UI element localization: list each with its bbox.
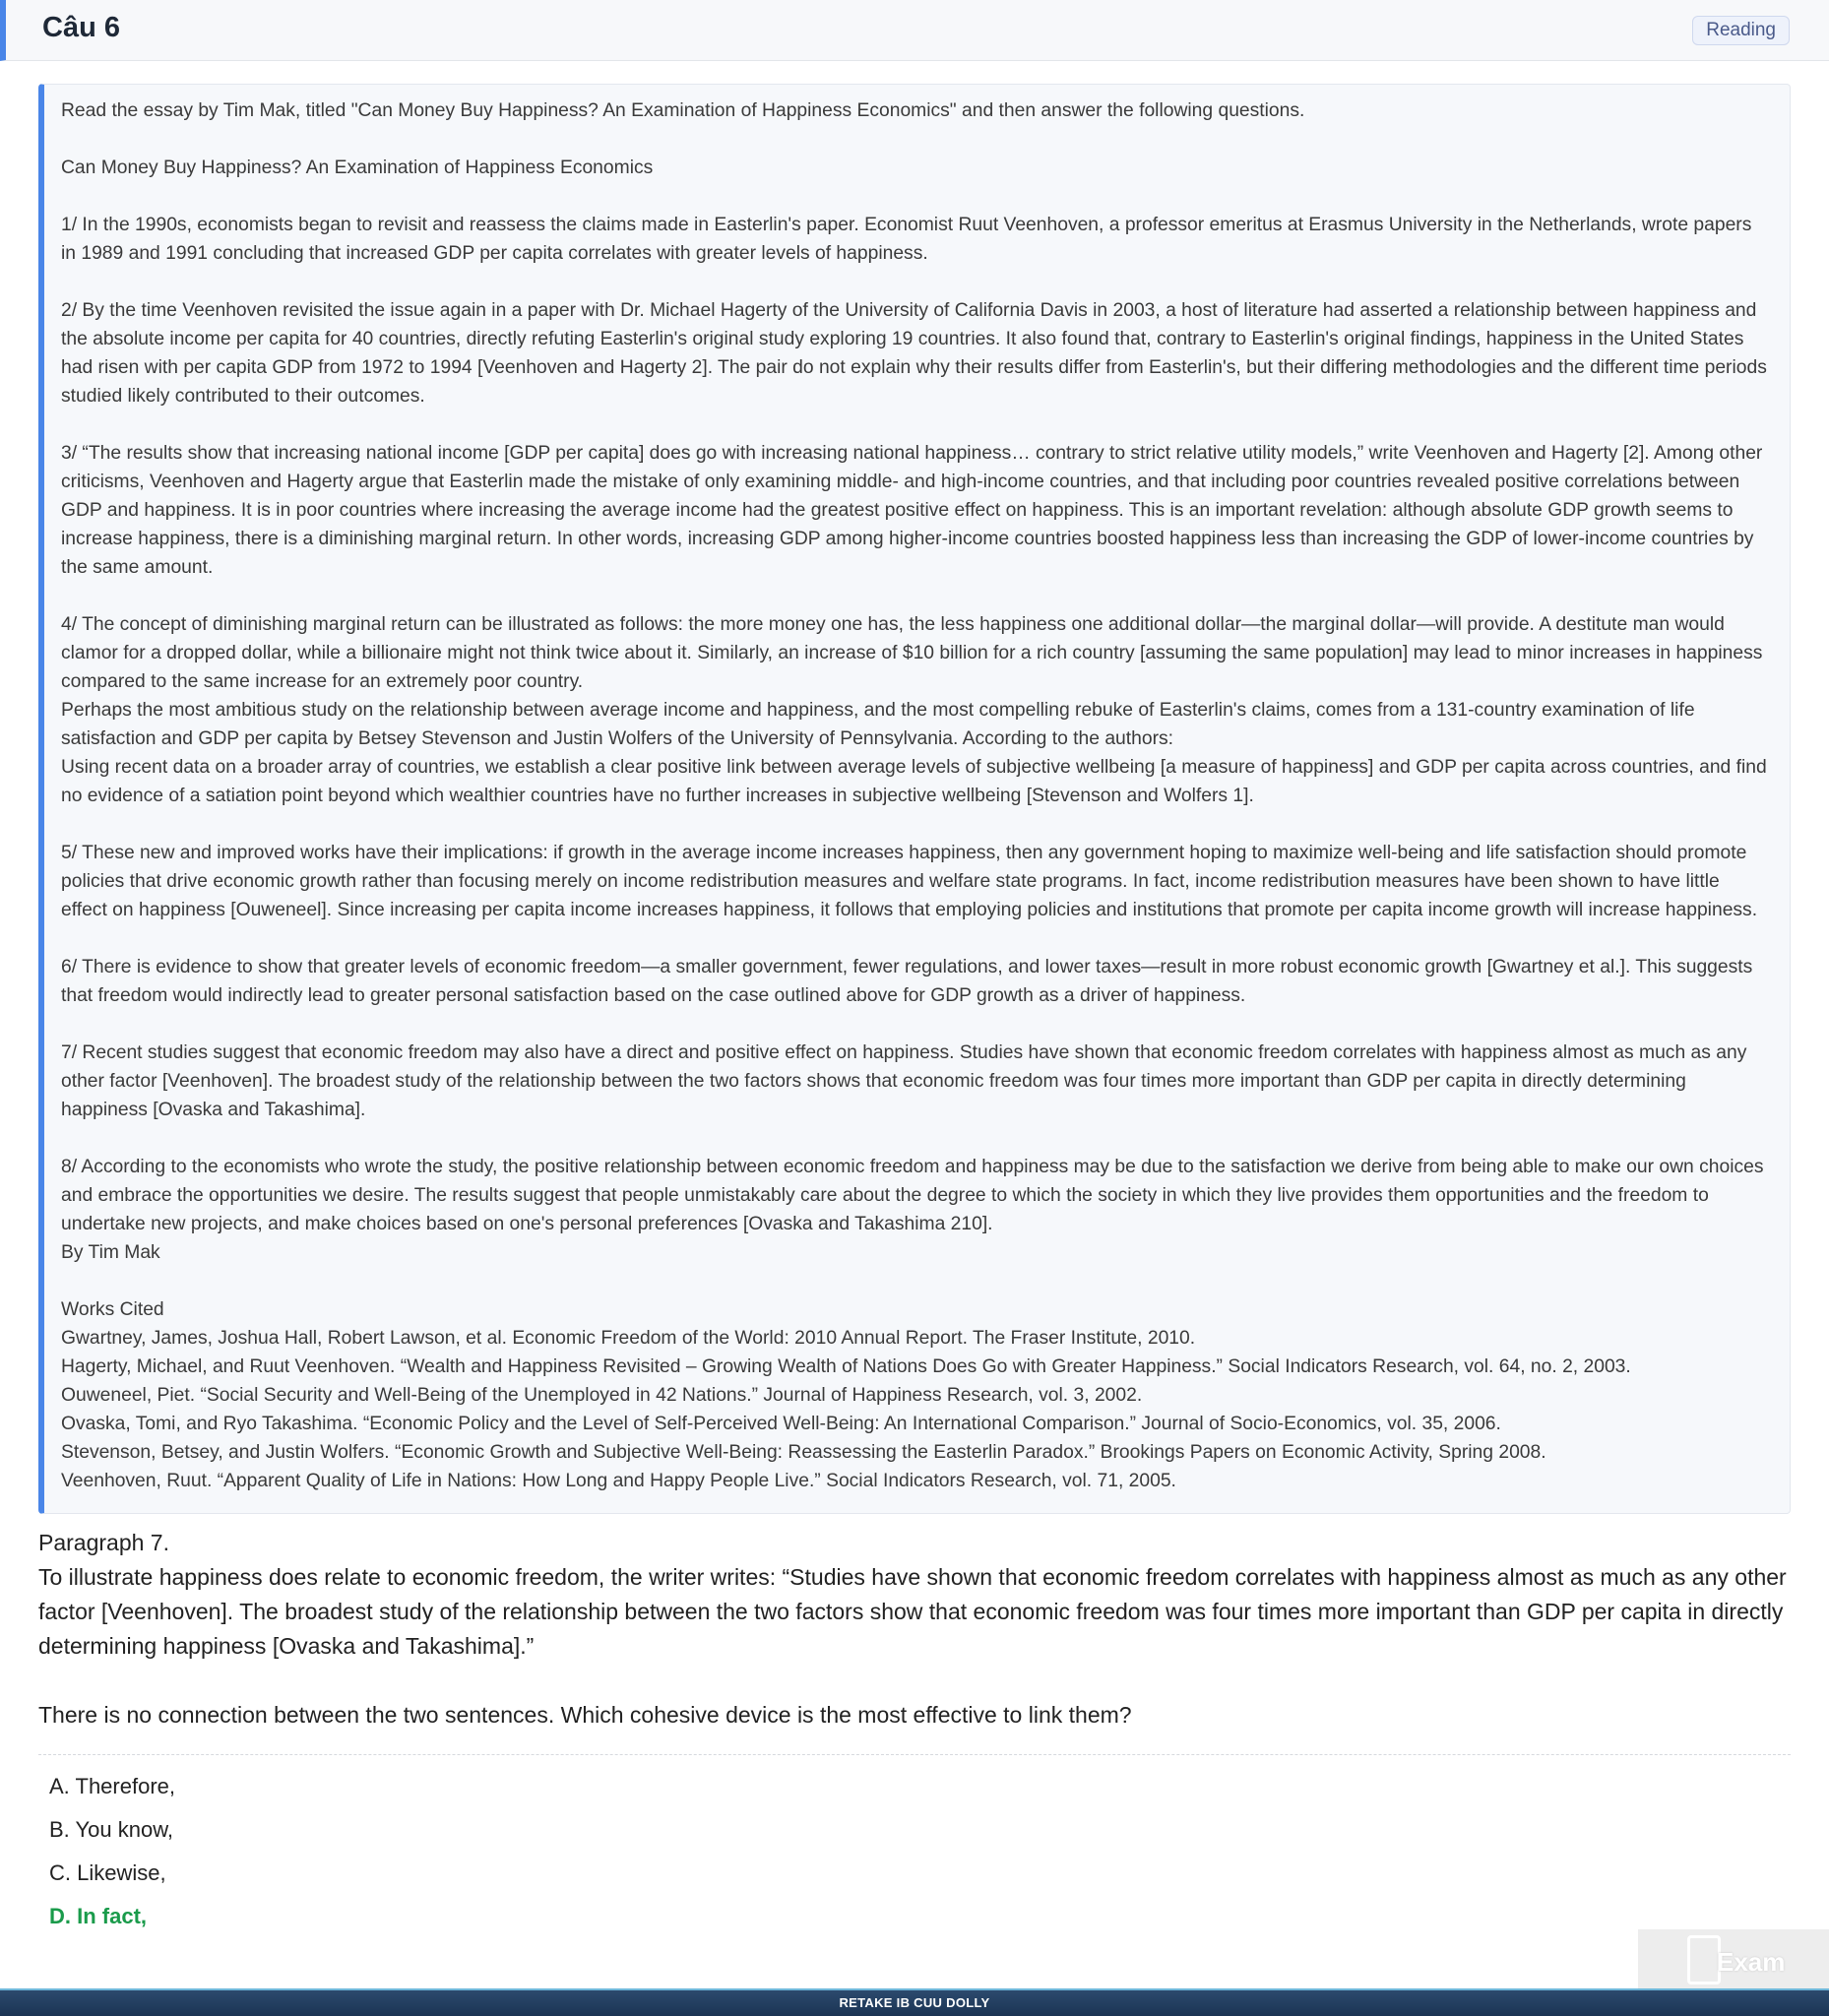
paragraph-5: 5/ These new and improved works have their implications: if growth in the average income increases happiness, then any government hoping to maximize well-being and life satisfaction should promote policies that drive economic growth rather than focusing merely on income redistribution measures and welfare state programs. In fact, income redistribution measures have been shown to have little effect on happiness [Ouweneel]. Since increasing per capita income increases happiness, it follows that employing policies and institutions that promote per capita income growth will increase happiness. xyxy=(61,843,1758,920)
works-cited-item: Veenhoven, Ruut. “Apparent Quality of Life in Nations: How Long and Happy People Live.” Social Indicators Research, vol. 71, 2005. xyxy=(61,1471,1176,1491)
option-d-correct[interactable]: D. In fact, xyxy=(49,1904,148,1928)
question-context: To illustrate happiness does relate to economic freedom, the writer writes: “Studies have shown that economic freedom correlates with happiness almost as much as any other factor [Veenhoven]. The broadest study of the relationship between the two factors show that economic freedom was four times more important than GDP per capita in directly determining happiness [Ovaska and Takashima].” xyxy=(38,1564,1787,1659)
footer-text: RETAKE IB CUU DOLLY xyxy=(839,1995,990,2010)
works-cited-item: Stevenson, Betsey, and Justin Wolfers. “Economic Growth and Subjective Well-Being: Reassessing the Easterlin Paradox.” Brookings Papers on Economic Activity, Spring 2008. xyxy=(61,1442,1546,1463)
works-cited-heading: Works Cited xyxy=(61,1299,164,1320)
question-block xyxy=(38,1526,1791,1732)
paragraph-4-quote: Using recent data on a broader array of countries, we establish a clear positive link between average levels of subjective wellbeing [a measure of happiness] and GDP per capita across countries, and find no evidence of a satiation point beyond which wealthier countries have no further increases in subjective wellbeing [Stevenson and Wolfers 1]. xyxy=(61,757,1767,806)
option-b[interactable]: B. You know, xyxy=(49,1817,173,1842)
essay-title: Can Money Buy Happiness? An Examination of Happiness Economics xyxy=(61,158,654,178)
reading-passage xyxy=(38,84,1791,1514)
paragraph-reference: Paragraph 7. xyxy=(38,1530,169,1555)
question-number: Câu 6 xyxy=(42,12,120,43)
works-cited-item: Gwartney, James, Joshua Hall, Robert Lawson, et al. Economic Freedom of the World: 2010 Annual Report. The Fraser Institute, 2010. xyxy=(61,1328,1196,1349)
paragraph-4-continued: Perhaps the most ambitious study on the relationship between average income and happiness, and the most compelling rebuke of Easterlin's claims, comes from a 131-country examination of life satisfaction and GDP per capita by Betsey Stevenson and Justin Wolfers of the University of Pennsylvania. According to the authors: xyxy=(61,700,1695,749)
paragraph-3: 3/ “The results show that increasing national income [GDP per capita] does go with increasing national happiness… contrary to strict relative utility models,” write Veenhoven and Hagerty [2]. Among other criticisms, Veenhoven and Hagerty argue that Easterlin made the mistake of only examining middle- and high-income countries, and that including poor countries revealed positive correlations between GDP and happiness. It is in poor countries where increasing the average income had the greatest positive effect on happiness. This is an important revelation: although absolute GDP growth seems to increase happiness, there is a diminishing marginal return. In other words, increasing GDP among higher-income countries boosted happiness less than increasing the GDP of lower-income countries by the same amount. xyxy=(61,443,1763,578)
paragraph-1: 1/ In the 1990s, economists began to revisit and reassess the claims made in Easterlin's paper. Economist Ruut Veenhoven, a professor emeritus at Erasmus University in the Netherlands, wrote papers in 1989 and 1991 concluding that increased GDP per capita correlates with greater levels of happiness. xyxy=(61,215,1752,264)
footer-banner xyxy=(0,1988,1829,2016)
watermark-text: Exam xyxy=(1717,1947,1786,1977)
paragraph-4: 4/ The concept of diminishing marginal return can be illustrated as follows: the more money one has, the less happiness one additional dollar—the marginal dollar—will provide. A destitute man would clamor for a dropped dollar, while a billionaire might not think twice about it. Similarly, an increase of $10 billion for a rich country [assuming the same population] may lead to minor increases in happiness compared to the same increase for an extremely poor country. xyxy=(61,614,1763,692)
paragraph-6: 6/ There is evidence to show that greater levels of economic freedom—a smaller government, fewer regulations, and lower taxes—result in more robust economic growth [Gwartney et al.]. This suggests that freedom would indirectly lead to greater personal satisfaction based on the case outlined above for GDP growth as a driver of happiness. xyxy=(61,957,1753,1006)
works-cited-item: Ouweneel, Piet. “Social Security and Well-Being of the Unemployed in 42 Nations.” Journal of Happiness Research, vol. 3, 2002. xyxy=(61,1385,1143,1406)
question-prompt: There is no connection between the two sentences. Which cohesive device is the most effective to link them? xyxy=(38,1702,1132,1728)
question-header xyxy=(0,0,1829,61)
byline: By Tim Mak xyxy=(61,1242,160,1263)
skill-badge: Reading xyxy=(1692,16,1790,45)
fu-logo-icon xyxy=(1687,1935,1721,1984)
watermark xyxy=(1638,1929,1829,1988)
divider xyxy=(38,1754,1791,1755)
option-a[interactable]: A. Therefore, xyxy=(49,1774,175,1798)
passage-intro: Read the essay by Tim Mak, titled "Can Money Buy Happiness? An Examination of Happiness Economics" and then answer the following questions. xyxy=(61,100,1305,121)
paragraph-7: 7/ Recent studies suggest that economic freedom may also have a direct and positive effect on happiness. Studies have shown that economic freedom correlates with happiness almost as much as any other factor [Veenhoven]. The broadest study of the relationship between the two factors shows that economic freedom was four times more important than GDP per capita in directly determining happiness [Ovaska and Takashima]. xyxy=(61,1042,1747,1120)
option-c[interactable]: C. Likewise, xyxy=(49,1860,166,1885)
works-cited-item: Ovaska, Tomi, and Ryo Takashima. “Economic Policy and the Level of Self-Perceived Well-Being: An International Comparison.” Journal of Socio-Economics, vol. 35, 2006. xyxy=(61,1414,1501,1434)
paragraph-8: 8/ According to the economists who wrote the study, the positive relationship between economic freedom and happiness may be due to the satisfaction we derive from being able to make our own choices and embrace the opportunities we desire. The results suggest that people unmistakably care about the degree to which the society in which they live provides them opportunities and the freedom to undertake new projects, and make choices based on one's personal preferences [Ovaska and Takashima 210]. xyxy=(61,1157,1764,1234)
paragraph-2: 2/ By the time Veenhoven revisited the issue again in a paper with Dr. Michael Hagerty of the University of California Davis in 2003, a host of literature had asserted a relationship between happiness and the absolute income per capita for 40 countries, directly refuting Easterlin's original study exploring 19 countries. It also found that, contrary to Easterlin's original findings, happiness in the United States had risen with per capita GDP from 1972 to 1994 [Veenhoven and Hagerty 2]. The pair do not explain why their results differ from Easterlin's, but their differing methodologies and the different time periods studied likely contributed to their outcomes. xyxy=(61,300,1767,407)
answer-options xyxy=(49,1765,175,1938)
works-cited-item: Hagerty, Michael, and Ruut Veenhoven. “Wealth and Happiness Revisited – Growing Wealth of Nations Does Go with Greater Happiness.” Social Indicators Research, vol. 64, no. 2, 2003. xyxy=(61,1356,1631,1377)
